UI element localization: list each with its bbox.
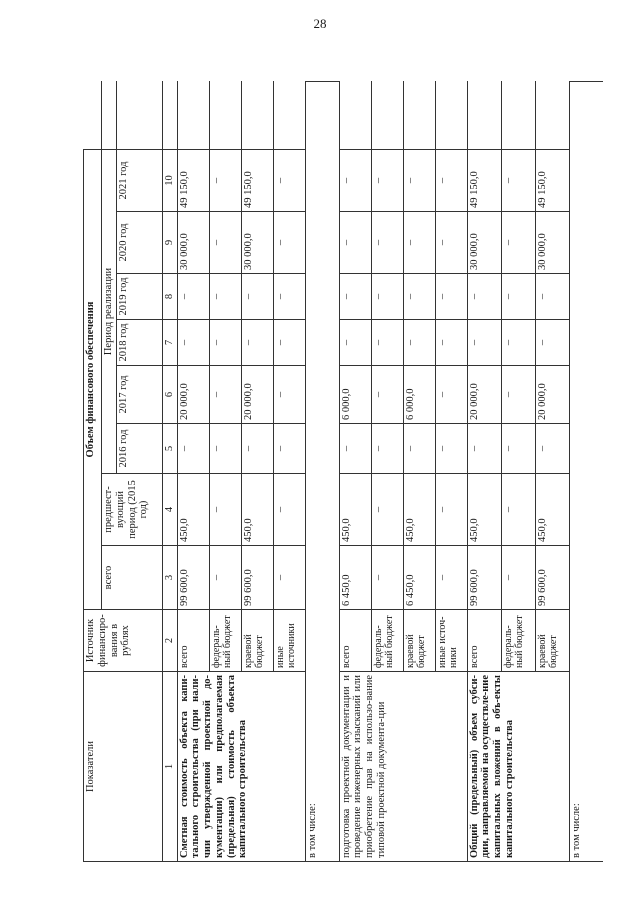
value-cell: – [403,149,435,211]
table-row [569,81,603,861]
value-cell: – [501,474,535,546]
header-total: всего [102,546,163,610]
value-cell: – [403,320,435,366]
value-cell: – [501,366,535,424]
value-cell: 99 600,0 [467,546,501,610]
page-number: 28 [313,16,327,31]
value-cell: 6 000,0 [339,366,371,424]
value-cell: – [209,149,241,211]
source-cell: краевой бюджет [535,610,569,672]
header-implementation-period: Период реализации [102,149,117,473]
value-cell: – [177,320,209,366]
source-cell: краевой бюджет [241,610,273,672]
source-cell: иные источники [273,610,305,672]
column-number: 5 [162,424,177,474]
value-cell: – [403,424,435,474]
column-number: 1 [162,672,177,862]
blank-cell [467,81,501,149]
value-cell: – [177,424,209,474]
value-cell: 6 450,0 [339,546,371,610]
value-cell: 49 150,0 [535,149,569,211]
value-cell: – [501,149,535,211]
column-number: 7 [162,320,177,366]
value-cell: – [403,274,435,320]
value-cell: – [339,212,371,274]
value-cell: – [435,149,467,211]
value-cell: – [241,274,273,320]
column-number-blank [162,81,177,149]
value-cell: – [435,274,467,320]
subheading-in-that-number: в том числе: [569,81,603,861]
column-number: 6 [162,366,177,424]
value-cell: – [435,474,467,546]
value-cell: 450,0 [467,474,501,546]
value-cell: 30 000,0 [241,212,273,274]
value-cell: 30 000,0 [535,212,569,274]
column-number: 10 [162,149,177,211]
value-cell: – [209,366,241,424]
value-cell: – [273,212,305,274]
subheading-in-that-number: в том числе: [305,81,339,861]
source-cell: всего [339,610,371,672]
value-cell: 20 000,0 [467,366,501,424]
value-cell: – [501,212,535,274]
indicator-cell: подготовка проектной документации и проведение инженерных изысканий или приобретение прав на использо-вание типовой проектной документа-ции [339,672,467,862]
value-cell: – [177,274,209,320]
value-cell: – [435,366,467,424]
value-cell: – [535,424,569,474]
header-blank [84,81,102,149]
value-cell: 20 000,0 [177,366,209,424]
value-cell: – [371,366,403,424]
blank-cell [241,81,273,149]
header-indicators: Показатели [84,672,163,862]
header-year-2017: 2017 год [116,366,162,424]
value-cell: – [467,320,501,366]
value-cell: – [339,424,371,474]
header-year-2020: 2020 год [116,212,162,274]
header-blank-3 [116,81,162,149]
value-cell: – [435,546,467,610]
header-previous-period: предшест-вующий период (2015 год) [102,474,163,546]
value-cell: 99 600,0 [177,546,209,610]
value-cell: – [501,274,535,320]
header-year-2016: 2016 год [116,424,162,474]
value-cell: 30 000,0 [177,212,209,274]
blank-cell [435,81,467,149]
value-cell: – [209,546,241,610]
column-number: 3 [162,546,177,610]
value-cell: – [241,320,273,366]
table-row [339,81,371,861]
value-cell: – [273,366,305,424]
value-cell: 450,0 [403,474,435,546]
header-year-2021: 2021 год [116,149,162,211]
value-cell: – [467,274,501,320]
blank-cell [535,81,569,149]
value-cell: – [273,474,305,546]
value-cell: – [371,274,403,320]
value-cell: – [241,424,273,474]
value-cell: – [209,274,241,320]
value-cell: – [273,546,305,610]
source-cell: федераль-ный бюджет [501,610,535,672]
value-cell: – [535,320,569,366]
financing-table [83,81,603,862]
value-cell: – [273,149,305,211]
rotated-table-container [83,82,582,862]
blank-cell [339,81,371,149]
header-year-2018: 2018 год [116,320,162,366]
value-cell: 20 000,0 [535,366,569,424]
blank-cell [209,81,241,149]
value-cell: – [273,320,305,366]
value-cell: – [273,274,305,320]
value-cell: 99 600,0 [535,546,569,610]
blank-cell [501,81,535,149]
table-row [305,81,339,861]
blank-cell [177,81,209,149]
value-cell: – [339,320,371,366]
value-cell: 49 150,0 [241,149,273,211]
value-cell: – [501,546,535,610]
value-cell: – [371,320,403,366]
value-cell: – [371,424,403,474]
source-cell: всего [467,610,501,672]
table-row [467,81,501,861]
value-cell: 6 450,0 [403,546,435,610]
value-cell: 450,0 [177,474,209,546]
column-number: 8 [162,274,177,320]
blank-cell [371,81,403,149]
value-cell: – [209,424,241,474]
indicator-cell: Общий (предельный) объем субси-дии, направляемой на осуществле-ние капитальных вложений в объ-екты капитального строительства [467,672,569,862]
value-cell: – [501,424,535,474]
value-cell: – [403,212,435,274]
value-cell: 49 150,0 [177,149,209,211]
source-cell: федераль-ный бюджет [209,610,241,672]
header-source: Источник финансиро-вания в рублях [84,610,163,672]
value-cell: – [435,320,467,366]
value-cell: 99 600,0 [241,546,273,610]
value-cell: – [435,424,467,474]
value-cell: – [209,212,241,274]
value-cell: 6 000,0 [403,366,435,424]
blank-cell [403,81,435,149]
column-number: 9 [162,212,177,274]
value-cell: – [467,424,501,474]
value-cell: – [371,149,403,211]
source-cell: иные источ-ники [435,610,467,672]
blank-cell [273,81,305,149]
indicator-cell: Сметная стоимость объекта капи-тального строительства (при нали-чии утвержденной проектной до-кументации) или предполагаемая (предельная) стоимость объекта капитального строительства [177,672,305,862]
value-cell: 450,0 [339,474,371,546]
table-row [177,81,209,861]
value-cell: – [339,149,371,211]
value-cell: 20 000,0 [241,366,273,424]
value-cell: 450,0 [535,474,569,546]
value-cell: – [209,320,241,366]
value-cell: – [209,474,241,546]
column-number: 2 [162,610,177,672]
header-financial-volume: Объем финансового обеспечения [84,149,102,609]
source-cell: всего [177,610,209,672]
value-cell: – [339,274,371,320]
value-cell: 450,0 [241,474,273,546]
column-number: 4 [162,474,177,546]
value-cell: – [371,212,403,274]
value-cell: 30 000,0 [467,212,501,274]
value-cell: – [501,320,535,366]
value-cell: – [371,546,403,610]
value-cell: – [435,212,467,274]
source-cell: краевой бюджет [403,610,435,672]
header-year-2019: 2019 год [116,274,162,320]
source-cell: федераль-ный бюджет [371,610,403,672]
value-cell: – [371,474,403,546]
value-cell: 49 150,0 [467,149,501,211]
header-blank-2 [102,81,117,149]
value-cell: – [535,274,569,320]
value-cell: – [273,424,305,474]
